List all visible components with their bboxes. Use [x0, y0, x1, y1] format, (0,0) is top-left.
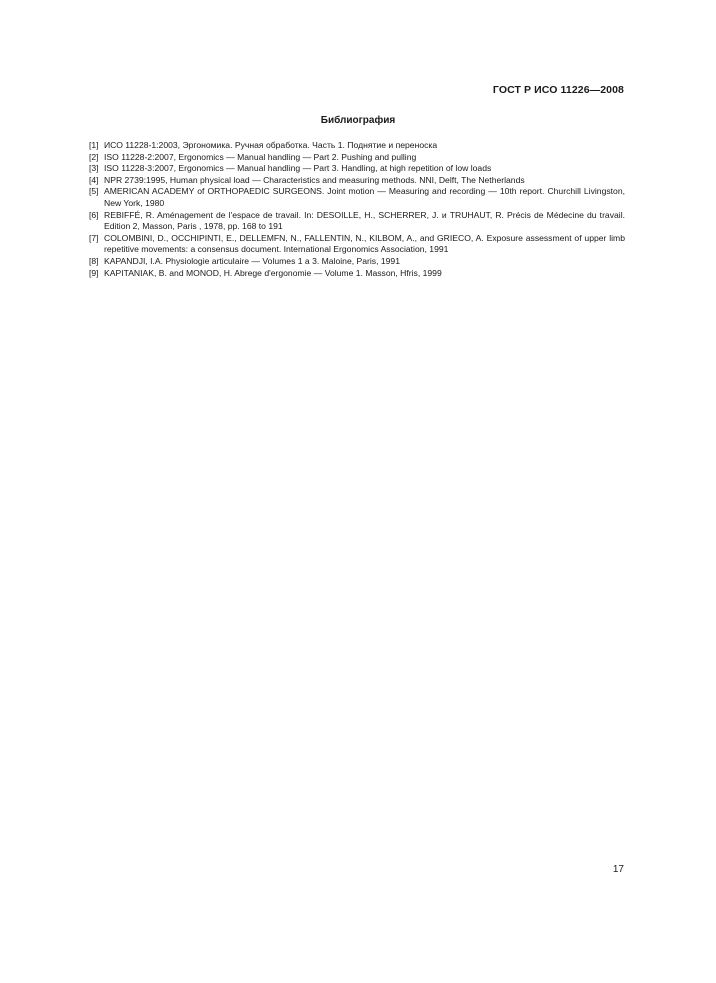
bibliography-item [89, 268, 625, 280]
bibliography-item [89, 186, 625, 209]
bibliography-title: Библиография [320, 115, 396, 126]
bibliography-item [89, 256, 625, 268]
bibliography-item [89, 152, 625, 164]
bibliography-item-text: ISO 11228-2:2007, Ergonomics — Manual handling — Part 2. Pushing and pulling [104, 151, 417, 162]
page-number: 17 [612, 864, 624, 875]
bibliography-item [89, 140, 625, 152]
bibliography-item-number: [8] [89, 255, 99, 266]
bibliography-item [89, 233, 625, 256]
bibliography-item-text: REBIFFÉ, R. Aménagement de l'espace de travail. In: DESOILLE, H., SCHERRER, J. и TRUHAUT, R. Précis de Médecine du travail. Edition 2, Masson, Paris , 1978, pp. 168 to 191 [104, 209, 625, 232]
bibliography-item-text: COLOMBINI, D., OCCHIPINTI, E., DELLEMFN, N., FALLENTIN, N., KILBOM, A., and GRIECO, A. Exposure assessment of upper limb repetitive movements: a consensus document. International Ergonomics Association, 1991 [104, 232, 625, 255]
bibliography-item [89, 163, 625, 175]
bibliography-item-text: NPR 2739:1995, Human physical load — Characteristics and measuring methods. NNI, Delft, The Netherlands [104, 174, 525, 185]
bibliography-item-number: [1] [89, 140, 99, 150]
bibliography-item-number: [5] [89, 186, 99, 197]
bibliography-item [89, 210, 625, 233]
bibliography-item-text: ISO 11228-3:2007, Ergonomics — Manual handling — Part 3. Handling, at high repetition of low loads [104, 163, 492, 174]
bibliography-item-text: KAPANDJI, I.A. Physiologie articulaire — Volumes 1 a 3. Maloine, Paris, 1991 [104, 255, 400, 266]
bibliography-item-text: KAPITANIAK, B. and MONOD, H. Abrege d'ergonomie — Volume 1. Masson, Hfris, 1999 [104, 267, 442, 278]
bibliography-item-number: [6] [89, 209, 99, 220]
bibliography-item-text: AMERICAN ACADEMY of ORTHOPAEDIC SURGEONS. Joint motion — Measuring and recording — 10th report. Churchill Livingston, New York, 1980 [104, 186, 625, 208]
document-header-id: ГОСТ Р ИСО 11226—2008 [492, 84, 624, 96]
bibliography-item-number: [9] [89, 267, 99, 278]
bibliography-item-number: [7] [89, 232, 99, 243]
bibliography-item-text: ИСО 11228-1:2003, Эргономика. Ручная обработка. Часть 1. Поднятие и переноска [104, 140, 438, 150]
bibliography-item-number: [3] [89, 163, 99, 174]
bibliography-item-number: [2] [89, 151, 99, 162]
bibliography-list [89, 140, 625, 279]
bibliography-item-number: [4] [89, 174, 99, 185]
bibliography-item [89, 175, 625, 187]
